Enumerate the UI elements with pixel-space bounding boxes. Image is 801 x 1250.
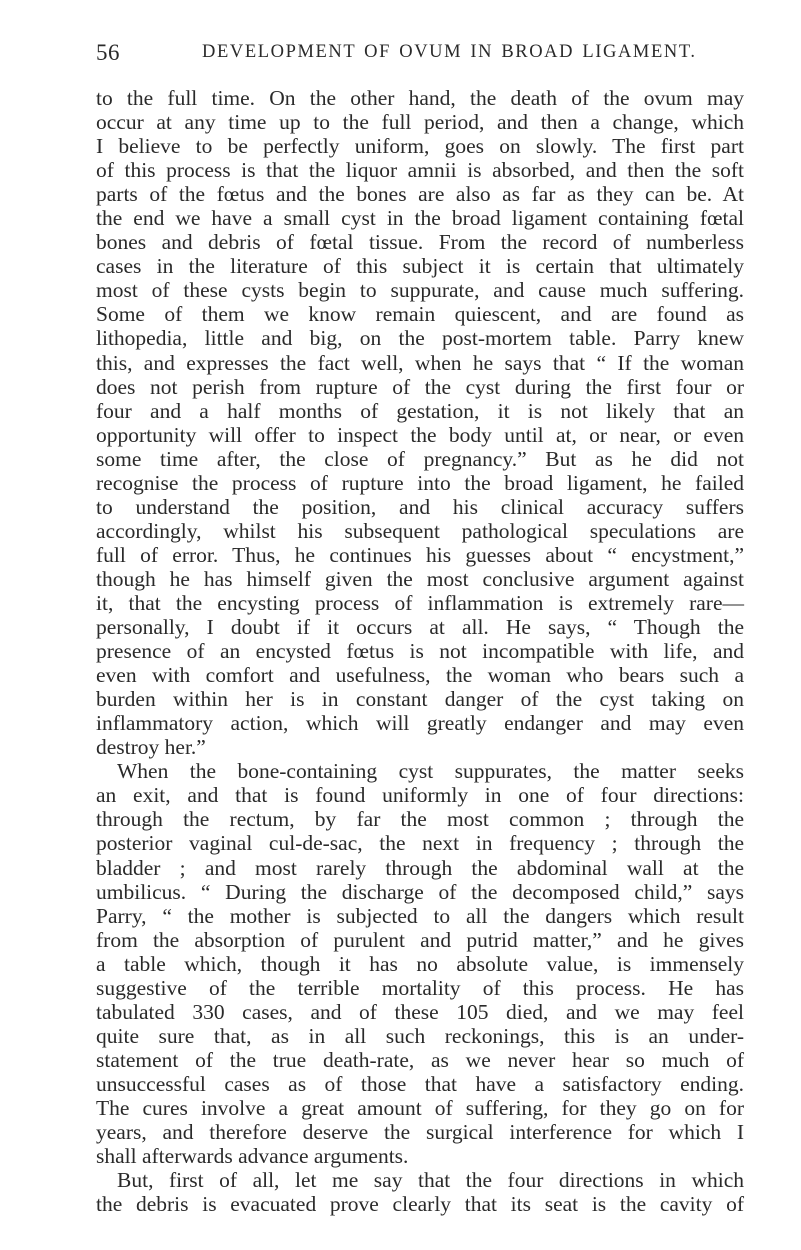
text-line: burden within her is in constant danger of the cyst taking on bbox=[96, 687, 744, 712]
text-line: personally, I doubt if it occurs at all. He says, “ Though the bbox=[96, 615, 744, 640]
text-line: But, first of all, let me say that the four directions in which bbox=[117, 1168, 744, 1193]
text-line: some time after, the close of pregnancy.” But as he did not bbox=[96, 446, 744, 471]
text-line: occur at any time up to the full period, and then a change, which bbox=[96, 110, 744, 135]
text-line: it, that the encysting process of inflammation is extremely rare— bbox=[96, 590, 744, 615]
text-line: from the absorption of purulent and putrid matter,” and he gives bbox=[96, 927, 744, 952]
text-line: presence of an encysted fœtus is not incompatible with life, and bbox=[96, 639, 744, 664]
text-line: The cures involve a great amount of suffering, for they go on for bbox=[96, 1095, 744, 1120]
running-head bbox=[96, 40, 744, 72]
text-line: the debris is evacuated prove clearly that its seat is the cavity of bbox=[96, 1192, 744, 1217]
text-line: recognise the process of rupture into the broad ligament, he failed bbox=[96, 470, 744, 495]
text-line: Some of them we know remain quiescent, and are found as bbox=[96, 302, 744, 327]
text-line: to the full time. On the other hand, the death of the ovum may bbox=[96, 86, 744, 110]
text-line: Parry, “ the mother is subjected to all the dangers which result bbox=[96, 903, 744, 928]
text-line: destroy her.” bbox=[96, 735, 206, 760]
text-line: four and a half months of gestation, it is not likely that an bbox=[96, 398, 744, 423]
text-line: umbilicus. “ During the discharge of the decomposed child,” says bbox=[96, 879, 744, 904]
text-line: unsuccessful cases as of those that have a satisfactory ending. bbox=[96, 1071, 744, 1096]
text-line: the end we have a small cyst in the broad ligament containing fœtal bbox=[96, 206, 744, 231]
text-line: even with comfort and usefulness, the woman who bears such a bbox=[96, 663, 744, 688]
text-line: bones and debris of fœtal tissue. From the record of numberless bbox=[96, 230, 744, 255]
text-line: statement of the true death-rate, as we never hear so much of bbox=[96, 1047, 744, 1072]
paragraph bbox=[96, 86, 744, 759]
paragraph bbox=[96, 759, 744, 1168]
text-line: parts of the fœtus and the bones are also as far as they can be. At bbox=[96, 182, 744, 207]
text-line: though he has himself given the most conclusive argument against bbox=[96, 566, 744, 591]
text-line: does not perish from rupture of the cyst during the first four or bbox=[96, 374, 744, 399]
text-line: of this process is that the liquor amnii is absorbed, and then the soft bbox=[96, 158, 744, 183]
text-line: bladder ; and most rarely through the abdominal wall at the bbox=[96, 855, 744, 880]
text-line: cases in the literature of this subject it is certain that ultimately bbox=[96, 254, 744, 279]
page-number: 56 bbox=[96, 40, 120, 65]
text-line: years, and therefore deserve the surgical interference for which I bbox=[96, 1120, 744, 1145]
paragraph bbox=[96, 1168, 744, 1216]
running-title: DEVELOPMENT OF OVUM IN BROAD LIGAMENT. bbox=[202, 42, 697, 62]
text-line: to understand the position, and his clinical accuracy suffers bbox=[96, 494, 744, 519]
text-line: shall afterwards advance arguments. bbox=[96, 1144, 409, 1169]
text-line: most of these cysts begin to suppurate, and cause much suffering. bbox=[96, 278, 744, 303]
text-line: inflammatory action, which will greatly endanger and may even bbox=[96, 711, 744, 736]
text-line: When the bone-containing cyst suppurates, the matter seeks bbox=[117, 759, 744, 784]
text-line: quite sure that, as in all such reckonings, this is an under- bbox=[96, 1023, 744, 1048]
text-line: through the rectum, by far the most common ; through the bbox=[96, 807, 744, 832]
text-line: posterior vaginal cul-de-sac, the next in frequency ; through the bbox=[96, 831, 744, 856]
text-line: a table which, though it has no absolute value, is immensely bbox=[96, 951, 744, 976]
text-line: suggestive of the terrible mortality of this process. He has bbox=[96, 975, 744, 1000]
text-line: opportunity will offer to inspect the body until at, or near, or even bbox=[96, 422, 744, 447]
text-line: accordingly, whilst his subsequent pathological speculations are bbox=[96, 518, 744, 543]
text-line: tabulated 330 cases, and of these 105 died, and we may feel bbox=[96, 999, 744, 1024]
text-line: this, and expresses the fact well, when he says that “ If the woman bbox=[96, 350, 744, 375]
text-line: lithopedia, little and big, on the post-mortem table. Parry knew bbox=[96, 326, 744, 351]
text-line: I believe to be perfectly uniform, goes on slowly. The first part bbox=[96, 134, 744, 159]
body-text bbox=[96, 86, 744, 1216]
text-line: an exit, and that is found uniformly in one of four directions: bbox=[96, 783, 744, 808]
text-line: full of error. Thus, he continues his guesses about “ encystment,” bbox=[96, 542, 744, 567]
